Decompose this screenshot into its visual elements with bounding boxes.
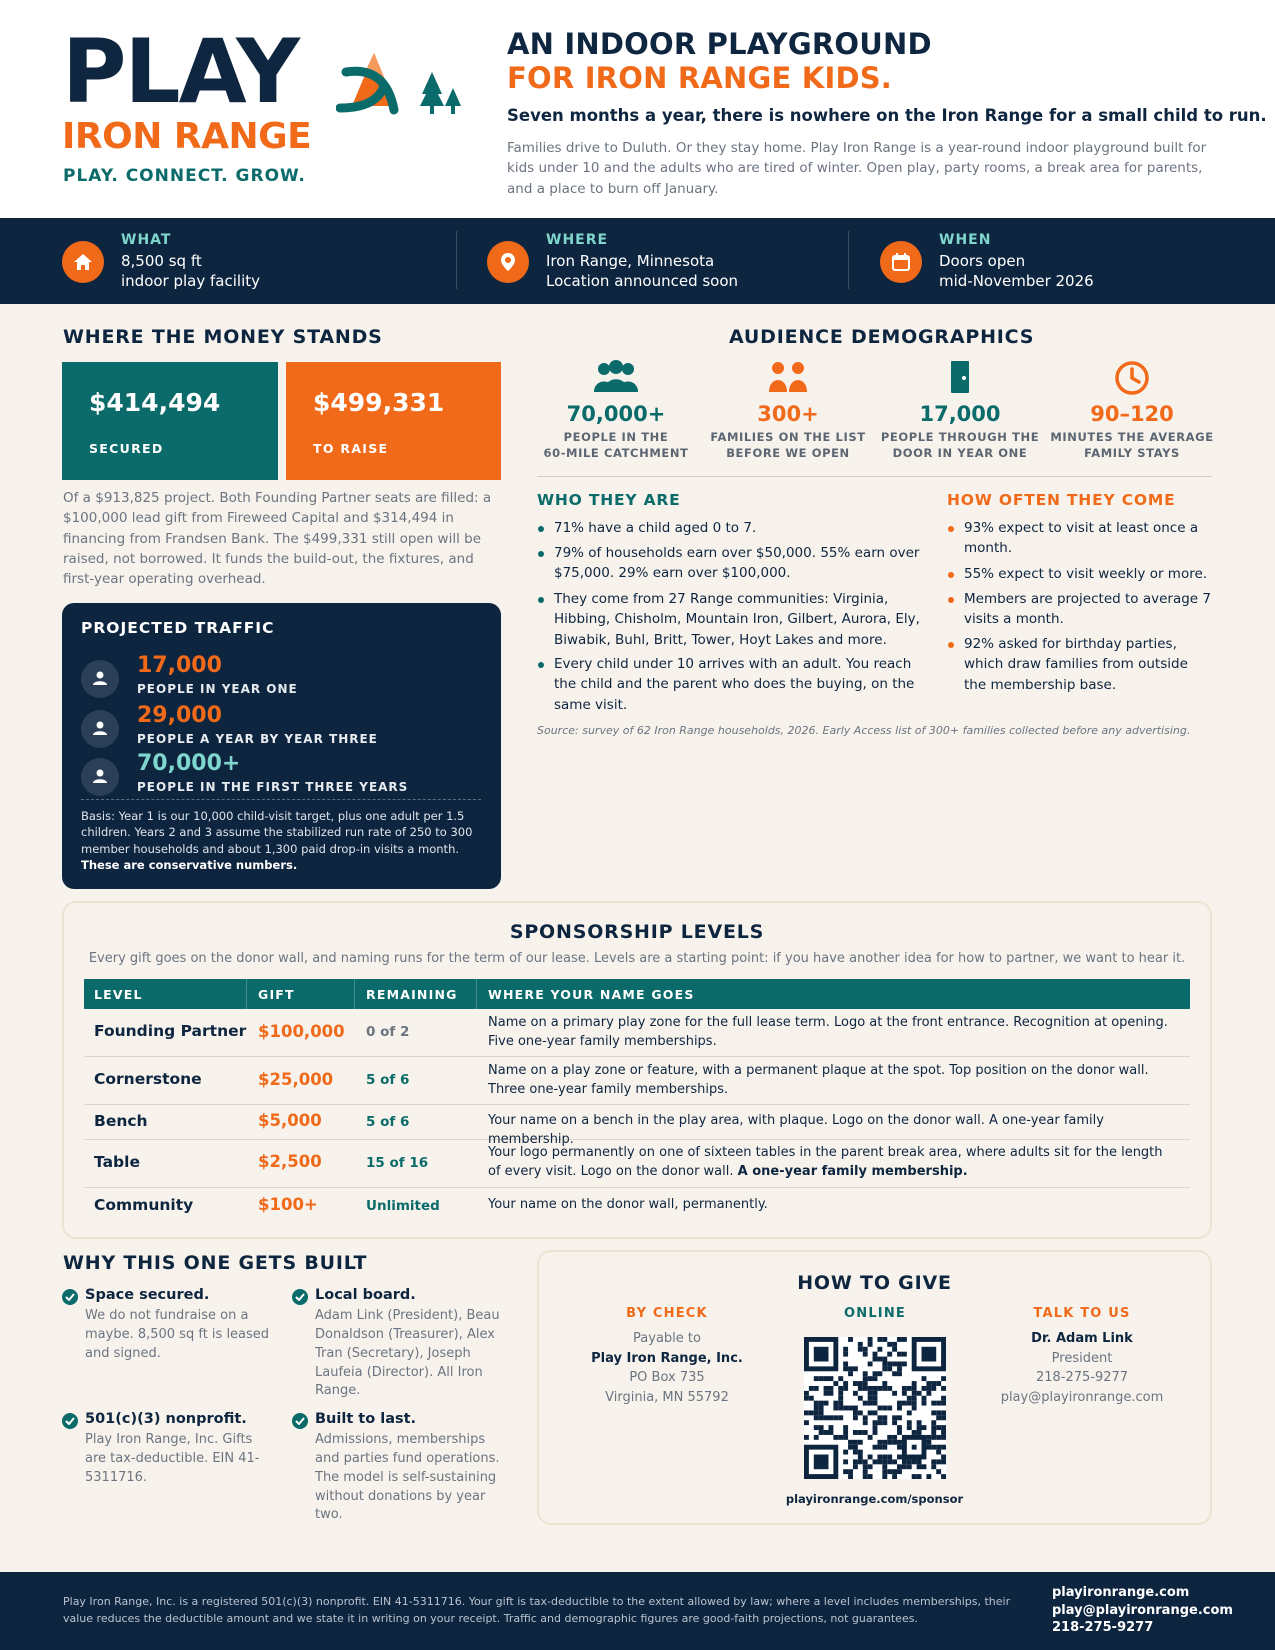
column-header-remaining: REMAINING <box>366 987 458 1002</box>
how-often-heading: HOW OFTEN THEY COME <box>947 491 1176 509</box>
door-icon <box>877 360 1043 396</box>
qr-code[interactable] <box>804 1337 946 1479</box>
demo-stat <box>1049 360 1215 461</box>
logo-iron-range-wordmark: IRON RANGE <box>62 116 312 157</box>
home-icon <box>62 241 104 283</box>
table-row <box>84 1105 1190 1147</box>
footer-disclaimer: Play Iron Range, Inc. is a registered 501(c)(3) nonprofit. EIN 41-5311716. Your gift is tax-deductible to the extent allowed by law; where a level includes memberships, their value reduces the deductible amount and we state it in writing on your receipt. Traffic and demographic figures are good-faith projections, not guarantees. <box>63 1595 1011 1626</box>
contact-email[interactable]: play@playironrange.com <box>1000 1389 1164 1405</box>
person-icon <box>81 710 119 748</box>
sponsor-url-link[interactable]: playironrange.com/sponsor <box>785 1492 964 1506</box>
footer-website-link[interactable]: playironrange.com <box>1052 1585 1190 1600</box>
check-icon <box>62 1289 78 1305</box>
footer-email-link[interactable]: play@playironrange.com <box>1052 1602 1233 1618</box>
why-item-title: Local board. <box>315 1287 416 1303</box>
demo-stat <box>533 360 699 461</box>
headline-body: Families drive to Duluth. Or they stay home. Play Iron Range is a year-round indoor playground built for kids under 10 and the adults who are tired of winter. Open play, party rooms, a break area for parents, and a place to burn off January. <box>507 140 1207 197</box>
column-header-level: LEVEL <box>94 987 143 1002</box>
demo-number: 70,000+ <box>566 402 666 426</box>
table-row <box>84 1140 1190 1188</box>
headline-line-2: FOR IRON RANGE KIDS. <box>507 61 893 95</box>
column-header-gift: GIFT <box>258 987 295 1002</box>
gift-amount: $100,000 <box>258 1022 345 1041</box>
demo-number: 300+ <box>757 402 819 426</box>
why-item-description: Play Iron Range, Inc. Gifts are tax-deductible. EIN 41-5311716. <box>85 1432 260 1485</box>
traffic-basis <box>81 808 481 873</box>
info-when-label: WHEN <box>939 232 992 248</box>
list-item: 55% expect to visit weekly or more. <box>964 564 1212 584</box>
check-address-2: Virginia, MN 55792 <box>605 1389 729 1405</box>
remaining-count: 15 of 16 <box>366 1155 429 1171</box>
info-what-line-2: indoor play facility <box>121 272 260 291</box>
traffic-row <box>81 753 481 799</box>
table-header <box>84 979 1190 1009</box>
traffic-row <box>81 705 481 751</box>
sponsorship-subtitle: Every gift goes on the donor wall, and naming runs for the term of our lease. Levels are a starting point: if you have another idea for how to partner, we want to hear it. <box>88 951 1186 966</box>
demographics-heading: AUDIENCE DEMOGRAPHICS <box>729 326 1035 348</box>
logo-tagline: PLAY. CONNECT. GROW. <box>63 166 306 186</box>
give-talk-to-us <box>982 1306 1182 1407</box>
info-when-line-2: mid-November 2026 <box>939 272 1094 291</box>
traffic-heading: PROJECTED TRAFFIC <box>81 619 275 637</box>
table-row <box>84 1057 1190 1105</box>
money-heading: WHERE THE MONEY STANDS <box>63 326 383 348</box>
demo-label-line-2: FAMILY STAYS <box>1084 445 1180 460</box>
to-raise-amount: $499,331 <box>313 388 445 417</box>
table-row <box>84 1188 1190 1224</box>
why-item-description: Adam Link (President), Beau Donaldson (Treasurer), Alex Tran (Secretary), Joseph Laufeia (Director). All Iron Range. <box>315 1308 500 1399</box>
clock-icon <box>1049 360 1215 396</box>
gift-amount: $100+ <box>258 1195 318 1214</box>
list-item: 92% asked for birthday parties, which draw families from outside the membership base. <box>964 634 1212 695</box>
level-name: Community <box>94 1196 194 1214</box>
table-row <box>84 1009 1190 1057</box>
why-item-description: Admissions, memberships and parties fund operations. The model is self-sustaining without donations by year two. <box>315 1432 500 1523</box>
check-payee: Play Iron Range, Inc. <box>591 1350 743 1366</box>
traffic-basis-text: Basis: Year 1 is our 10,000 child-visit target, plus one adult per 1.5 children. Years 2 and 3 assume the stabilized run rate of 250 to 300 member households and about 1,300 paid drop-in visits a month. <box>81 809 473 856</box>
demo-label-line-1: PEOPLE IN THE <box>563 430 669 444</box>
check-address-1: PO Box 735 <box>629 1370 705 1385</box>
demo-label-line-2: 60-MILE CATCHMENT <box>543 445 689 460</box>
contact-name: Dr. Adam Link <box>1031 1331 1133 1346</box>
gift-amount: $25,000 <box>258 1070 334 1089</box>
remaining-count: 5 of 6 <box>366 1114 410 1130</box>
traffic-number: 29,000 <box>137 703 222 728</box>
traffic-label: PEOPLE A YEAR BY YEAR THREE <box>137 732 378 746</box>
traffic-label: PEOPLE IN THE FIRST THREE YEARS <box>137 780 409 794</box>
projected-traffic-card <box>62 603 501 889</box>
info-where-line-1: Iron Range, Minnesota <box>546 252 715 270</box>
column-header-where: WHERE YOUR NAME GOES <box>488 987 695 1002</box>
gift-amount: $5,000 <box>258 1111 322 1130</box>
why-heading: WHY THIS ONE GETS BUILT <box>63 1252 368 1274</box>
why-item-title: Space secured. <box>85 1287 210 1303</box>
secured-amount: $414,494 <box>89 388 221 417</box>
why-item-title: Built to last. <box>315 1411 417 1427</box>
calendar-icon <box>880 241 922 283</box>
secured-label: SECURED <box>89 441 164 456</box>
traffic-number: 70,000+ <box>137 751 241 776</box>
traffic-label: PEOPLE IN YEAR ONE <box>137 682 298 696</box>
demo-number: 17,000 <box>919 402 1001 426</box>
demo-label-line-1: PEOPLE THROUGH THE <box>880 430 1040 444</box>
demo-label-line-2: BEFORE WE OPEN <box>726 445 850 460</box>
logo-play-wordmark: PLAY <box>62 20 298 123</box>
footer-phone[interactable]: 218-275-9277 <box>1052 1620 1154 1636</box>
check-payable-to: Payable to <box>633 1331 701 1346</box>
money-note: Of a $913,825 project. Both Founding Partner seats are filled: a $100,000 lead gift from Fireweed Capital and $314,494 in financing from Frandsen Bank. The $499,331 still open will be raised, not borrowed. It funds the build-out, the fixtures, and first-year operating overhead. <box>63 490 492 587</box>
list-item: 79% of households earn over $50,000. 55% earn over $75,000. 29% earn over $100,000. <box>554 543 924 584</box>
benefit-description: Your logo permanently on one of sixteen tables in the parent break area, where adults sit for the length of every visit. Logo on the donor wall. A one-year family membership. <box>488 1145 1163 1179</box>
demo-number: 90–120 <box>1090 402 1174 426</box>
info-divider <box>848 231 849 289</box>
contact-phone[interactable]: 218-275-9277 <box>1035 1370 1129 1385</box>
level-name: Bench <box>94 1112 148 1130</box>
gift-amount: $2,500 <box>258 1152 322 1171</box>
give-check-label: BY CHECK <box>626 1306 708 1321</box>
list-item: They come from 27 Range communities: Virginia, Hibbing, Chisholm, Mountain Iron, Gilbert, Aurora, Ely, Biwabik, Buhl, Britt, Tower, Hoyt Lakes and more. <box>554 589 924 650</box>
info-when-line-1: Doors open <box>939 252 1026 270</box>
sponsorship-heading: SPONSORSHIP LEVELS <box>509 921 765 943</box>
slide-trees-logo-icon <box>336 48 466 128</box>
check-icon <box>292 1413 308 1429</box>
demo-label-line-1: MINUTES THE AVERAGE <box>1050 430 1214 444</box>
to-raise-label: TO RAISE <box>313 441 389 456</box>
level-name: Founding Partner <box>94 1022 247 1040</box>
demographics-divider <box>537 476 1212 477</box>
give-online <box>775 1306 975 1321</box>
list-item: Members are projected to average 7 visits a month. <box>964 589 1212 630</box>
info-divider <box>456 231 457 289</box>
demo-label-line-2: DOOR IN YEAR ONE <box>892 445 1028 460</box>
level-name: Table <box>94 1153 140 1171</box>
remaining-count: 0 of 2 <box>366 1024 410 1040</box>
to-raise-box <box>286 362 501 480</box>
benefit-description: Your name on a bench in the play area, with plaque. Logo on the donor wall. A one-year family membership. <box>488 1113 1104 1147</box>
people-group-icon <box>533 360 699 396</box>
secured-box <box>62 362 278 480</box>
person-icon <box>81 758 119 796</box>
benefit-description: Name on a play zone or feature, with a permanent plaque at the spot. Top position on the donor wall. Three one-year family memberships. <box>488 1063 1149 1097</box>
why-item-description: We do not fundraise on a maybe. 8,500 sq ft is leased and signed. <box>85 1308 270 1361</box>
demo-stat <box>705 360 871 461</box>
headline-subtitle: Seven months a year, there is nowhere on the Iron Range for a small child to run. <box>507 106 1267 125</box>
info-bar <box>0 218 1275 304</box>
remaining-count: Unlimited <box>366 1198 440 1214</box>
give-online-label: ONLINE <box>843 1306 906 1321</box>
check-icon <box>292 1289 308 1305</box>
traffic-row <box>81 655 481 701</box>
list-item: 93% expect to visit at least once a month. <box>964 518 1212 559</box>
benefit-description: Name on a primary play zone for the full lease term. Logo at the front entrance. Recognition at opening. Five one-year family memberships. <box>488 1015 1168 1049</box>
give-by-check <box>567 1306 767 1407</box>
info-where-line-2: Location announced soon <box>546 272 739 291</box>
who-they-are-heading: WHO THEY ARE <box>537 491 681 509</box>
headline-line-1: AN INDOOR PLAYGROUND <box>507 27 932 61</box>
hero-header <box>0 0 1275 218</box>
person-icon <box>81 660 119 698</box>
traffic-divider <box>81 799 481 800</box>
remaining-count: 5 of 6 <box>366 1072 410 1088</box>
contact-title: President <box>1051 1350 1113 1366</box>
info-what-label: WHAT <box>121 232 172 248</box>
why-item-title: 501(c)(3) nonprofit. <box>85 1411 247 1427</box>
traffic-number: 17,000 <box>137 653 222 678</box>
info-where-label: WHERE <box>546 232 609 248</box>
demo-label-line-1: FAMILIES ON THE LIST <box>710 430 866 444</box>
list-item: 71% have a child aged 0 to 7. <box>554 518 924 538</box>
sponsorship-levels-card <box>62 901 1212 1239</box>
give-talk-label: TALK TO US <box>1033 1306 1131 1321</box>
list-item: Every child under 10 arrives with an adult. You reach the child and the parent who does the buying, on the same visit. <box>554 654 924 715</box>
how-to-give-card <box>537 1250 1212 1525</box>
survey-source-note: Source: survey of 62 Iron Range households, 2026. Early Access list of 300+ families collected before any advertising. <box>537 724 1191 737</box>
footer <box>0 1572 1275 1650</box>
demo-stat <box>877 360 1043 461</box>
info-what-line-1: 8,500 sq ft <box>121 252 202 270</box>
check-icon <box>62 1413 78 1429</box>
give-heading: HOW TO GIVE <box>797 1272 952 1294</box>
pin-icon <box>487 241 529 283</box>
level-name: Cornerstone <box>94 1070 202 1088</box>
family-icon <box>705 360 871 396</box>
benefit-description: Your name on the donor wall, permanently. <box>488 1197 768 1212</box>
traffic-basis-bold: These are conservative numbers. <box>81 857 298 872</box>
